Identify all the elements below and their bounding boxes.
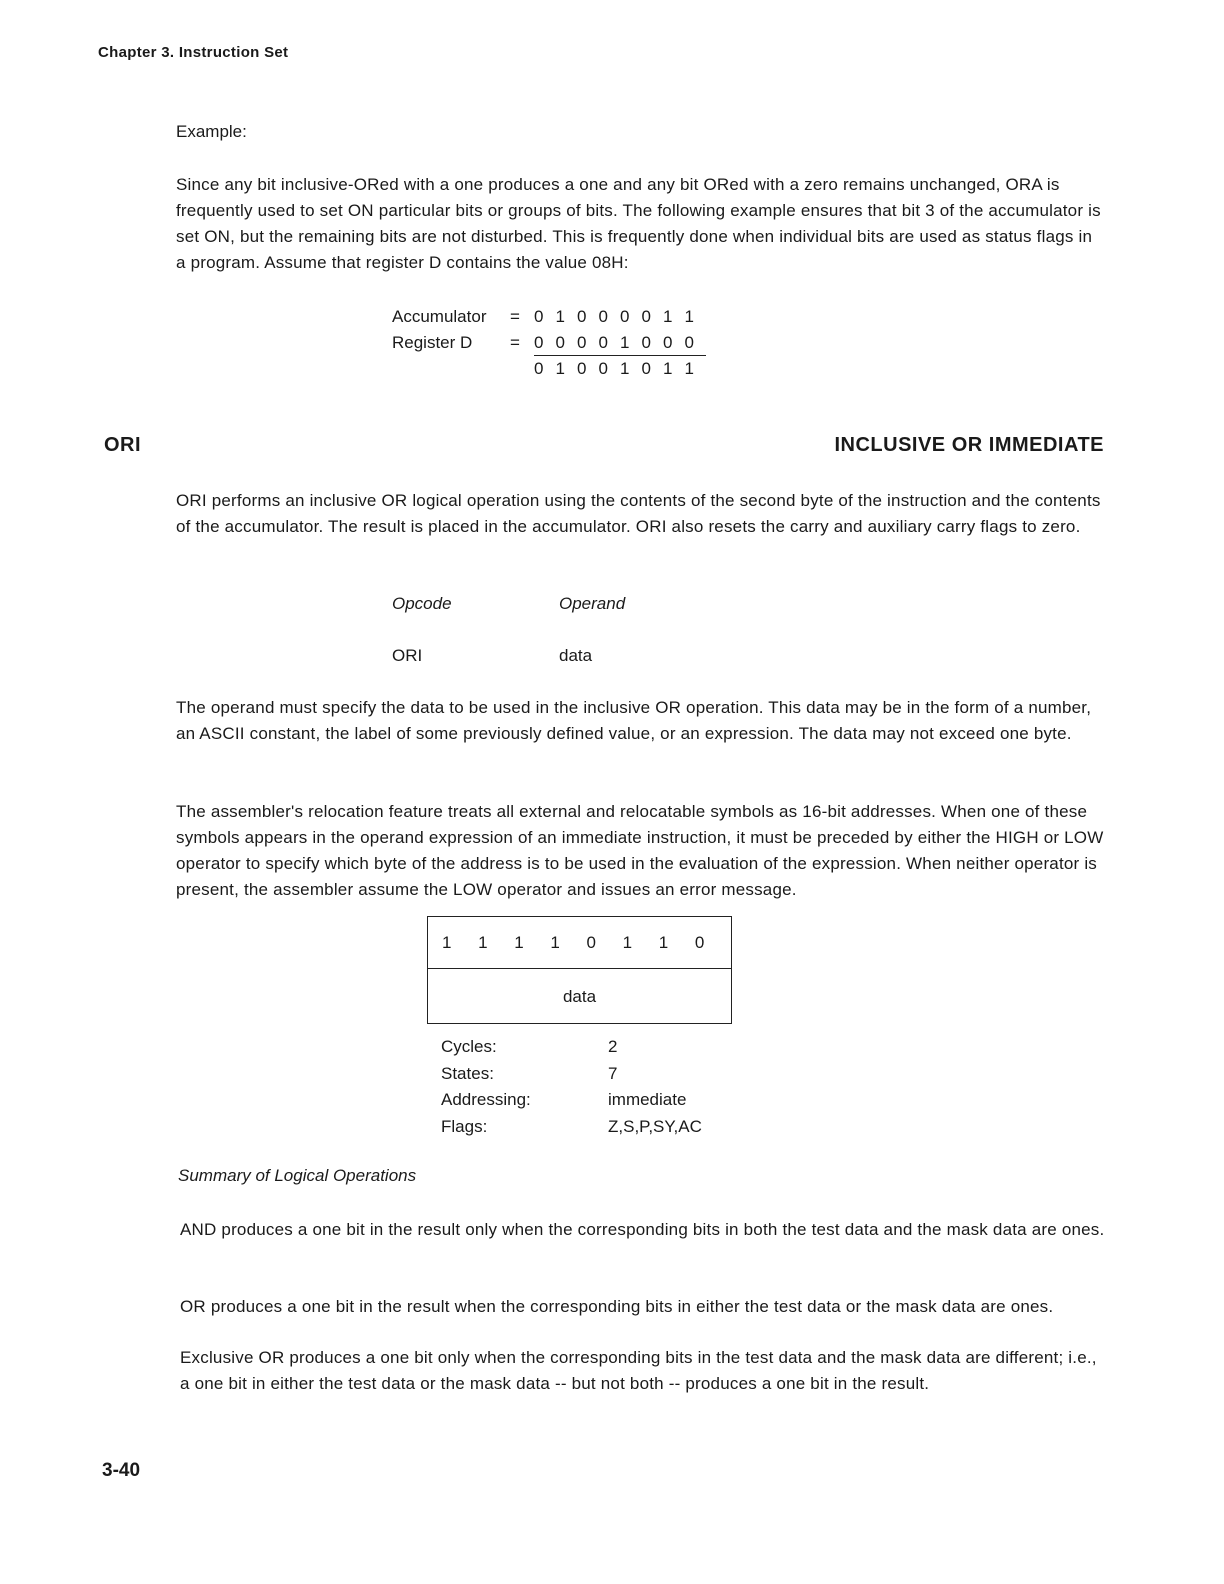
relocation-paragraph: The assembler's relocation feature treats all external and relocatable symbols as 16-bit addresses. When one of these symbols appears in the operand expression of an immediate instruction, it must be preceded by either the HIGH or LOW operator to specify which byte of the address is to be used in the evaluation of the expression. When neither operator is present, the assembler assume the LOW operator and issues an error message. <box>176 802 1104 899</box>
example-paragraph: Since any bit inclusive-ORed with a one produces a one and any bit ORed with a zero remains unchanged, ORA is frequently used to set ON particular bits or groups of bits. The following example ensures that bit 3 of the accumulator is set ON, but the remaining bits are not disturbed. This is frequently done when individual bits are used as status flags in a program. Assume that register D contains the value 08H: <box>176 175 1101 272</box>
bit: 0 <box>577 333 587 352</box>
calc-row-result <box>392 356 706 382</box>
opcode-header: Opcode <box>392 594 452 613</box>
operand-paragraph: The operand must specify the data to be used in the inclusive OR operation. This data may be in the form of a number, an ASCII constant, the label of some previously defined value, or an expression. The data may not exceed one byte. <box>176 698 1092 743</box>
bit: 1 <box>684 307 694 326</box>
calc-bits <box>534 356 706 382</box>
bit: 1 <box>514 932 524 952</box>
calc-row-accumulator <box>392 304 706 330</box>
bit: 0 <box>620 307 630 326</box>
calc-label <box>392 356 510 382</box>
info-row-addressing <box>441 1087 702 1114</box>
info-row-cycles <box>441 1034 702 1061</box>
opcode-value: ORI <box>392 646 423 665</box>
info-value: immediate <box>608 1090 687 1109</box>
bit: 1 <box>550 932 560 952</box>
bit: 1 <box>620 333 630 352</box>
bit: 0 <box>577 359 587 378</box>
bit: 1 <box>442 932 452 952</box>
calc-bits <box>534 304 706 330</box>
bit: 0 <box>694 932 705 952</box>
calc-equals: = <box>510 333 520 352</box>
calc-label: Accumulator <box>392 307 487 326</box>
bit: 1 <box>555 359 565 378</box>
info-label: States: <box>441 1063 494 1083</box>
bit: 1 <box>555 307 565 326</box>
page-number: 3-40 <box>102 1460 141 1481</box>
bit: 0 <box>684 333 694 352</box>
instruction-encoding <box>427 916 732 1024</box>
bit: 0 <box>577 307 587 326</box>
ori-description: ORI performs an inclusive OR logical operation using the contents of the second byte of the instruction and the contents of the accumulator. The result is placed in the accumulator. ORI also resets the carry and auxiliary carry flags to zero. <box>176 491 1101 536</box>
instruction-info <box>441 1034 702 1140</box>
calc-equals: = <box>510 307 520 326</box>
bit: 0 <box>641 359 651 378</box>
operand-value: data <box>559 646 593 665</box>
section-mnemonic: ORI <box>104 434 142 456</box>
bit: 1 <box>684 359 694 378</box>
or-calculation <box>392 304 706 382</box>
info-label: Flags: <box>441 1116 488 1136</box>
calc-label: Register D <box>392 333 473 352</box>
bit: 0 <box>598 359 608 378</box>
bit: 1 <box>622 932 633 952</box>
bit: 0 <box>534 307 544 326</box>
info-row-states <box>441 1061 702 1088</box>
info-value: 2 <box>608 1037 618 1056</box>
operand-header: Operand <box>559 594 626 613</box>
summary-and: AND produces a one bit in the result only when the corresponding bits in both the test data and the mask data are ones. <box>180 1220 1105 1239</box>
bit: 0 <box>663 333 673 352</box>
info-value: 7 <box>608 1063 618 1083</box>
encoding-data-byte: data <box>562 986 597 1006</box>
bit: 0 <box>598 333 608 352</box>
section-title: INCLUSIVE OR IMMEDIATE <box>834 434 1104 456</box>
encoding-opcode-bits <box>428 917 731 969</box>
bit: 0 <box>598 307 608 326</box>
chapter-header: Chapter 3. Instruction Set <box>98 44 289 61</box>
bit: 1 <box>663 307 673 326</box>
summary-title: Summary of Logical Operations <box>178 1166 417 1185</box>
bit: 0 <box>555 333 565 352</box>
bit: 1 <box>663 359 673 378</box>
info-label: Cycles: <box>441 1037 497 1056</box>
bit: 0 <box>641 307 651 326</box>
calc-bits <box>534 330 706 356</box>
bit: 0 <box>534 333 544 352</box>
bit: 0 <box>586 932 596 952</box>
calc-equals <box>510 356 534 382</box>
bit: 1 <box>478 932 488 952</box>
info-row-flags <box>441 1114 702 1141</box>
info-label: Addressing: <box>441 1090 531 1109</box>
info-value: Z,S,P,SY,AC <box>608 1116 702 1136</box>
summary-or: OR produces a one bit in the result when the corresponding bits in either the test data or the mask data are ones. <box>180 1297 1054 1316</box>
example-label: Example: <box>176 122 247 141</box>
bit: 0 <box>641 333 651 352</box>
bit: 1 <box>620 359 630 378</box>
summary-xor: Exclusive OR produces a one bit only when the corresponding bits in the test data and the mask data are different; i.e., a one bit in either the test data or the mask data -- but not both -- produces a one bit in the result. <box>180 1348 1097 1393</box>
bit: 1 <box>658 932 669 952</box>
bit: 0 <box>534 359 544 378</box>
calc-row-register-d <box>392 330 706 356</box>
